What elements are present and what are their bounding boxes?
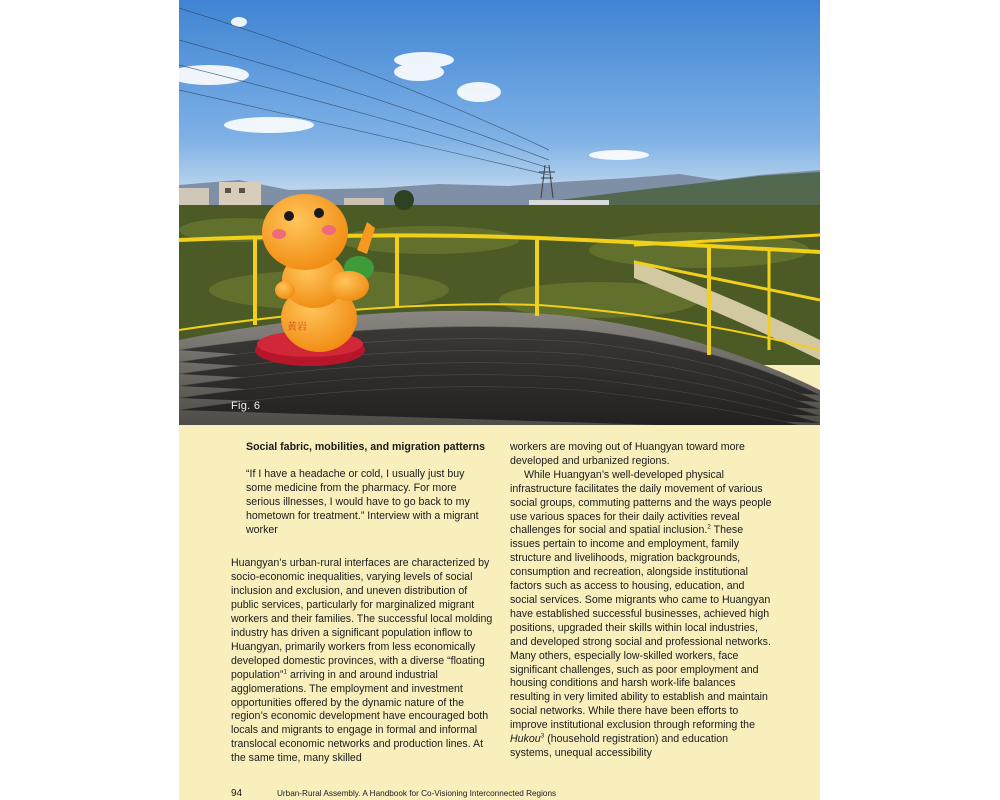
document-page: [179, 0, 820, 800]
footnote-marker: 1: [283, 668, 288, 676]
sky: [179, 0, 820, 200]
body-paragraph: While Huangyan’s well-developed physical infrastructure facilitates the daily movement of various social groups, commuting patterns and the ways people use various spaces for their daily activities reveal challenges for social and spatial inclusion.$^2$ These issues pertain to income and employment, family structure and livelihoods, migration backgrounds, consumption and recreation, alongside institutional factors such as access to housing, education, and social services. Some migrants who came to Huangyan have established successful businesses, achieved high positions, upgraded their skills within local industries, and developed strong social and professional networks. Many others, especially low-skilled workers, face significant challenges, such as poor employment and housing conditions and harsh work-life balances resulting in very limited ability to establish and maintain social networks. While there have been efforts to improve institutional exclusion through reforming the Hukou$^3$ (household registration) and education systems, unequal accessibility: [510, 468, 772, 759]
body-paragraph: workers are moving out of Huangyan toward more developed and urbanized regions.: [510, 441, 745, 467]
tree: [394, 190, 414, 210]
body-paragraph: Huangyan’s urban-rural interfaces are characterized by socio-economic inequalities, varying levels of social inclusion and exclusion, and uneven distribution of public services, particularly for marginalized migrant workers and their families. The successful local molding industry has driven a significant population inflow to Huangyan, primarily workers from less economically developed domestic provinces, with a diverse “floating population”$^1$ arriving in and around industrial agglomerations. The employment and investment opportunities offered by the dynamic nature of the region’s economic development have encouraged both locals and migrants to engage in formal and informal translocal economic networks and production lines. At the same time, many skilled: [231, 557, 493, 765]
figure-label: Fig. 6: [231, 400, 261, 412]
page-number: 94: [231, 788, 243, 799]
right-column: [510, 441, 772, 761]
left-column: [231, 441, 493, 766]
interview-quote: “If I have a headache or cold, I usually just buy some medicine from the pharmacy. For more serious illnesses, I would have to go back to my hometown for treatment.” Interview with a migrant worker: [246, 467, 479, 536]
footnote-marker: 3: [540, 732, 545, 740]
footnote-marker: 2: [707, 523, 711, 531]
photo-figure: [179, 0, 820, 425]
running-title: Urban-Rural Assembly. A Handbook for Co-Visioning Interconnected Regions: [277, 789, 557, 798]
photo-illustration: [179, 0, 820, 425]
mascot-label: 黄岩: [287, 322, 307, 333]
section-heading: Social fabric, mobilities, and migration patterns: [246, 441, 485, 453]
